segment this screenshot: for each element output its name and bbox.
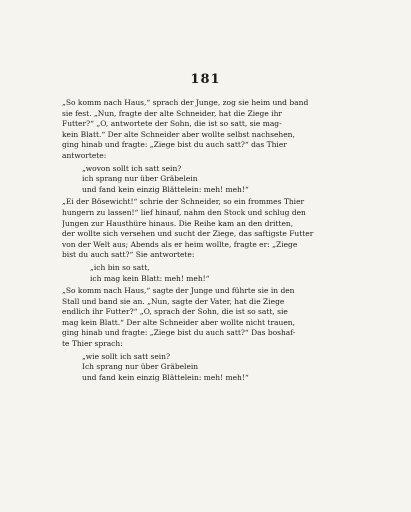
verse-line: „wovon sollt ich satt sein? bbox=[82, 163, 182, 173]
text-line: hungern zu lassen!“ lief hinauf, nahm den Stock und schlug den bbox=[62, 207, 306, 217]
text-line: der wollte sich versehen und sucht der Ziege, das saftigste Futter bbox=[62, 229, 314, 239]
text-line: Futter?“ „O, antwortete der Sohn, die ist so satt, sie mag- bbox=[62, 119, 282, 129]
page-number: 181 bbox=[190, 72, 221, 87]
text-line: von der Welt aus; Abends als er heim wollte, fragte er: „Ziege bbox=[62, 239, 298, 249]
text-line: mag kein Blatt.“ Der alte Schneider aber wollte nicht trauen, bbox=[62, 317, 296, 327]
text-line: bist du auch satt?“ Sie antwortete: bbox=[62, 250, 195, 260]
text-line: Jungen zur Hausthüre hinaus. Die Reihe kam an den dritten, bbox=[62, 218, 294, 228]
page-text bbox=[62, 98, 362, 383]
text-line: ging hinab und fragte: „Ziege bist du auch satt?“ Das boshaf- bbox=[62, 328, 296, 338]
text-line: antwortete: bbox=[62, 150, 107, 160]
text-line: kein Blatt.“ Der alte Schneider aber wollte selbst nachsehen, bbox=[62, 129, 295, 139]
verse-line: und fand kein einzig Blättelein: meh! meh!“ bbox=[82, 184, 249, 194]
verse-line: Ich sprang nur über Gräbelein bbox=[82, 362, 199, 372]
text-line: „Ei der Bösewicht!“ schrie der Schneider, so ein frommes Thier bbox=[62, 197, 305, 207]
verse-line: ich sprang nur über Gräbelein bbox=[82, 174, 198, 184]
text-line: endlich ihr Futter?“ „O, sprach der Sohn, die ist so satt, sie bbox=[62, 307, 288, 317]
text-line: ging hinab und fragte: „Ziege bist du auch satt?“ das Thier bbox=[62, 140, 287, 150]
text-line: „So komm nach Haus,“ sagte der Junge und führte sie in den bbox=[62, 286, 295, 296]
text-line: sie fest. „Nun, fragte der alte Schneider, hat die Ziege ihr bbox=[62, 108, 282, 118]
verse-line: ich mag kein Blatt: meh! meh!“ bbox=[90, 273, 210, 283]
text-line: „So komm nach Haus,“ sprach der Junge, zog sie heim und band bbox=[62, 98, 309, 107]
verse-line: „wie sollt ich satt sein? bbox=[82, 351, 171, 361]
verse-line: „ich bin so satt, bbox=[90, 262, 150, 272]
text-line: te Thier sprach: bbox=[62, 339, 123, 349]
text-line: Stall und band sie an. „Nun, sagte der Vater, hat die Ziege bbox=[62, 296, 285, 306]
verse-line: und fand kein einzig Blättelein: meh! meh!“ bbox=[82, 372, 249, 382]
